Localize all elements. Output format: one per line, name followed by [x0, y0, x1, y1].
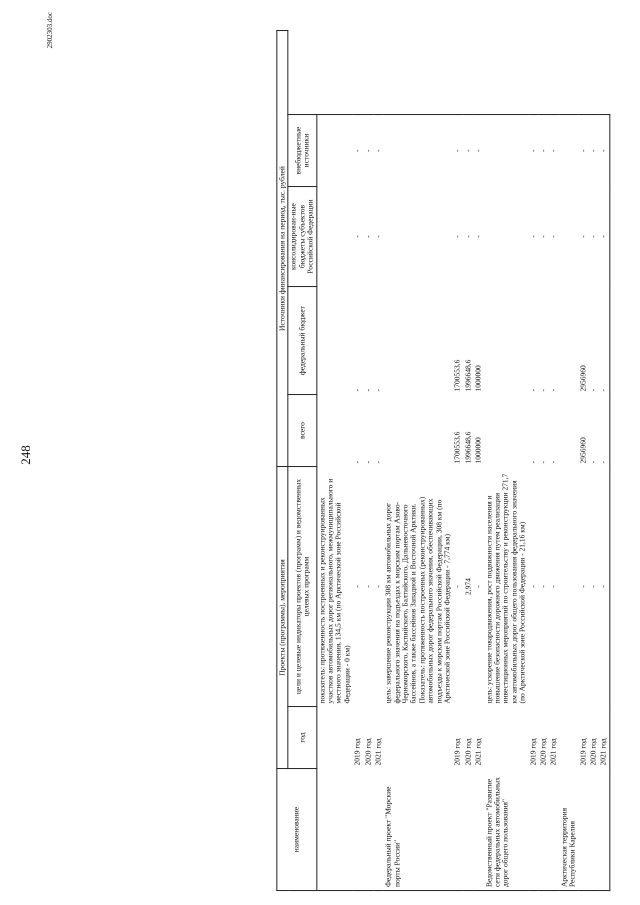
table-row [352, 31, 362, 891]
table-row [453, 31, 463, 891]
cell-regional: - [473, 235, 483, 238]
table-row [474, 31, 484, 891]
cell-name [373, 769, 383, 891]
cell-total: - [373, 461, 383, 464]
cell-regional: - [527, 235, 537, 238]
cell-extra [316, 115, 352, 187]
cell-regional: - [373, 235, 383, 238]
cell-total: 1996648,6 [463, 431, 473, 464]
cell-extra: - [474, 115, 484, 187]
cell-year [484, 707, 528, 769]
cell-total: - [538, 461, 548, 464]
table-body [316, 31, 609, 891]
cell-year: 2019 год [577, 738, 587, 766]
cell-federal: - [588, 389, 598, 392]
cell-year: 2019 год [352, 738, 362, 766]
header-federal: федеральный бюджет [288, 287, 316, 395]
cell-extra [559, 115, 578, 187]
cell-year: 2020 год [463, 738, 473, 766]
cell-name [588, 769, 598, 891]
cell-regional: - [362, 235, 372, 238]
cell-year: 2020 год [538, 738, 548, 766]
cell-name [474, 769, 484, 891]
cell-total: - [588, 461, 598, 464]
cell-regional: - [352, 235, 362, 238]
cell-year [384, 707, 453, 769]
cell-year: 2019 год [527, 738, 537, 766]
table-row [363, 31, 373, 891]
cell-name [352, 769, 362, 891]
cell-goal: - [352, 585, 362, 588]
cell-extra: - [363, 115, 373, 187]
cell-goal: - [599, 467, 610, 707]
header-total: всего [288, 395, 316, 467]
cell-goal: - [527, 585, 537, 588]
cell-name [316, 769, 352, 891]
cell-goal: 2,974 [463, 578, 473, 595]
cell-federal: - [362, 389, 372, 392]
cell-extra: - [599, 115, 610, 187]
table-row [578, 31, 588, 891]
cell-name [528, 769, 538, 891]
cell-year: 2021 год [599, 707, 610, 769]
cell-goal: - [538, 585, 548, 588]
cell-extra: - [549, 115, 559, 187]
cell-total: 1700553,6 [452, 431, 462, 464]
cell-regional [316, 187, 352, 287]
cell-year [559, 707, 578, 769]
cell-goal [559, 467, 578, 707]
cell-total: - [352, 461, 362, 464]
header-goals: цели и целевые индикаторы проектов (программ) и ведомственных целевых программ [288, 467, 316, 707]
cell-total [316, 395, 352, 467]
table-row [588, 31, 598, 891]
cell-total: - [599, 395, 610, 467]
cell-extra: - [528, 115, 538, 187]
cell-extra: - [463, 115, 473, 187]
page-number: 248 [18, 445, 33, 465]
cell-year: 2021 год [548, 738, 558, 766]
cell-year [316, 707, 352, 769]
financing-table [276, 30, 610, 891]
header-name: наименование [277, 769, 317, 891]
cell-goal: - [588, 585, 598, 588]
cell-name: Ведомственный проект "Развитие сети федеральных автомобильных дорог общего пользования" [484, 769, 528, 891]
cell-extra: - [588, 115, 598, 187]
cell-total [559, 395, 578, 467]
header-regional: консолидирован-ные бюджеты субъектов Российской Федерации [288, 187, 316, 287]
table-row [463, 31, 473, 891]
cell-federal: - [527, 389, 537, 392]
cell-goal: - [362, 585, 372, 588]
cell-total: - [548, 461, 558, 464]
cell-name [453, 769, 463, 891]
cell-goal: - [473, 585, 483, 588]
cell-year: 2021 год [373, 738, 383, 766]
cell-year: 2019 год [452, 738, 462, 766]
cell-name [363, 769, 373, 891]
table-row [559, 31, 578, 891]
cell-extra [384, 115, 453, 187]
cell-regional: - [577, 235, 587, 238]
cell-regional: - [538, 235, 548, 238]
cell-federal: - [599, 287, 610, 395]
cell-federal [384, 287, 453, 395]
cell-federal: 1000000 [473, 365, 483, 392]
cell-regional: - [588, 235, 598, 238]
cell-name [538, 769, 548, 891]
cell-federal: - [538, 389, 548, 392]
cell-total: - [362, 461, 372, 464]
cell-goal: - [548, 585, 558, 588]
cell-name [578, 769, 588, 891]
cell-total: - [527, 461, 537, 464]
cell-federal: - [548, 389, 558, 392]
cell-total [484, 395, 528, 467]
header-year: год [288, 707, 316, 769]
cell-name: Арктическая территория Республики Карелия [559, 769, 578, 891]
cell-regional [559, 187, 578, 287]
cell-federal [559, 287, 578, 395]
table-row [316, 31, 352, 891]
cell-federal: 2956960 [577, 365, 587, 392]
cell-federal [316, 287, 352, 395]
cell-extra: - [453, 115, 463, 187]
cell-extra: - [352, 115, 362, 187]
cell-goal: цель: ускорение товародвижения, рост подвижности населения и повышение безопасности дорожного движения путем реализации инвестиционных мероприятий по строительству и реконструкции 271,7 км автомобильных дорог общего пользования федерального значения (по Арктической зоне Российской Федерации - 21,16 км) [483, 473, 527, 704]
cell-extra: - [373, 115, 383, 187]
cell-extra: - [578, 115, 588, 187]
table-row [484, 31, 528, 891]
cell-name [599, 769, 610, 891]
cell-year: 2021 год [473, 738, 483, 766]
table-row [373, 31, 383, 891]
cell-regional: - [599, 187, 610, 287]
cell-federal: - [352, 389, 362, 392]
cell-name [549, 769, 559, 891]
cell-regional [384, 187, 453, 287]
cell-regional: - [463, 235, 473, 238]
cell-regional: - [548, 235, 558, 238]
table-row [599, 31, 610, 891]
cell-name: Федеральный проект "Морские порты России" [384, 769, 453, 891]
header-extra: внебюджетные источники [288, 115, 316, 187]
cell-name [463, 769, 473, 891]
cell-goal: - [373, 585, 383, 588]
cell-year: 2020 год [588, 738, 598, 766]
cell-federal: - [373, 389, 383, 392]
cell-federal [484, 287, 528, 395]
cell-federal: 1700553,6 [452, 359, 462, 392]
table-row [538, 31, 548, 891]
cell-extra: - [538, 115, 548, 187]
cell-total: 1000000 [473, 437, 483, 464]
header-sources-group: Источники финансирования на период, тыс. рублей [277, 31, 288, 467]
cell-regional: - [452, 235, 462, 238]
cell-goal: показатель: протяженность построенных и реконструированных участков автомобильных дорог регионального, межмуниципального и местного значения, 134,5 км (по Арктической зоне Российской Федерации - 0 км) [316, 478, 352, 704]
cell-goal: цель: завершение реконструкции 308 км автомобильных дорог федерального значения на подъездах к морским портам Азово-Черноморского, Каспийского, Балтийского, Дальневосточного бассейнов, а также бассейнов Западной и Восточной Арктики. Показатель: протяженность построенных (реконструированных) автомобильных дорог федерального значения, обеспечивающих подъезды к морским портам Российской Федерации, 308 км (по Арктической зоне Российской Федерации - 7,774 км) [383, 496, 452, 704]
cell-year: 2020 год [362, 738, 372, 766]
file-code: 2902303.doc [46, 12, 54, 49]
cell-extra [484, 115, 528, 187]
table-row [528, 31, 538, 891]
table-row [384, 31, 453, 891]
cell-total [384, 395, 453, 467]
cell-total: 2956960 [577, 437, 587, 464]
cell-goal: - [452, 585, 462, 588]
cell-goal: - [577, 585, 587, 588]
cell-federal: 1996648,6 [463, 359, 473, 392]
header-projects-group: Проекты (программы), мероприятия [277, 467, 288, 769]
cell-regional [484, 187, 528, 287]
table-row [549, 31, 559, 891]
